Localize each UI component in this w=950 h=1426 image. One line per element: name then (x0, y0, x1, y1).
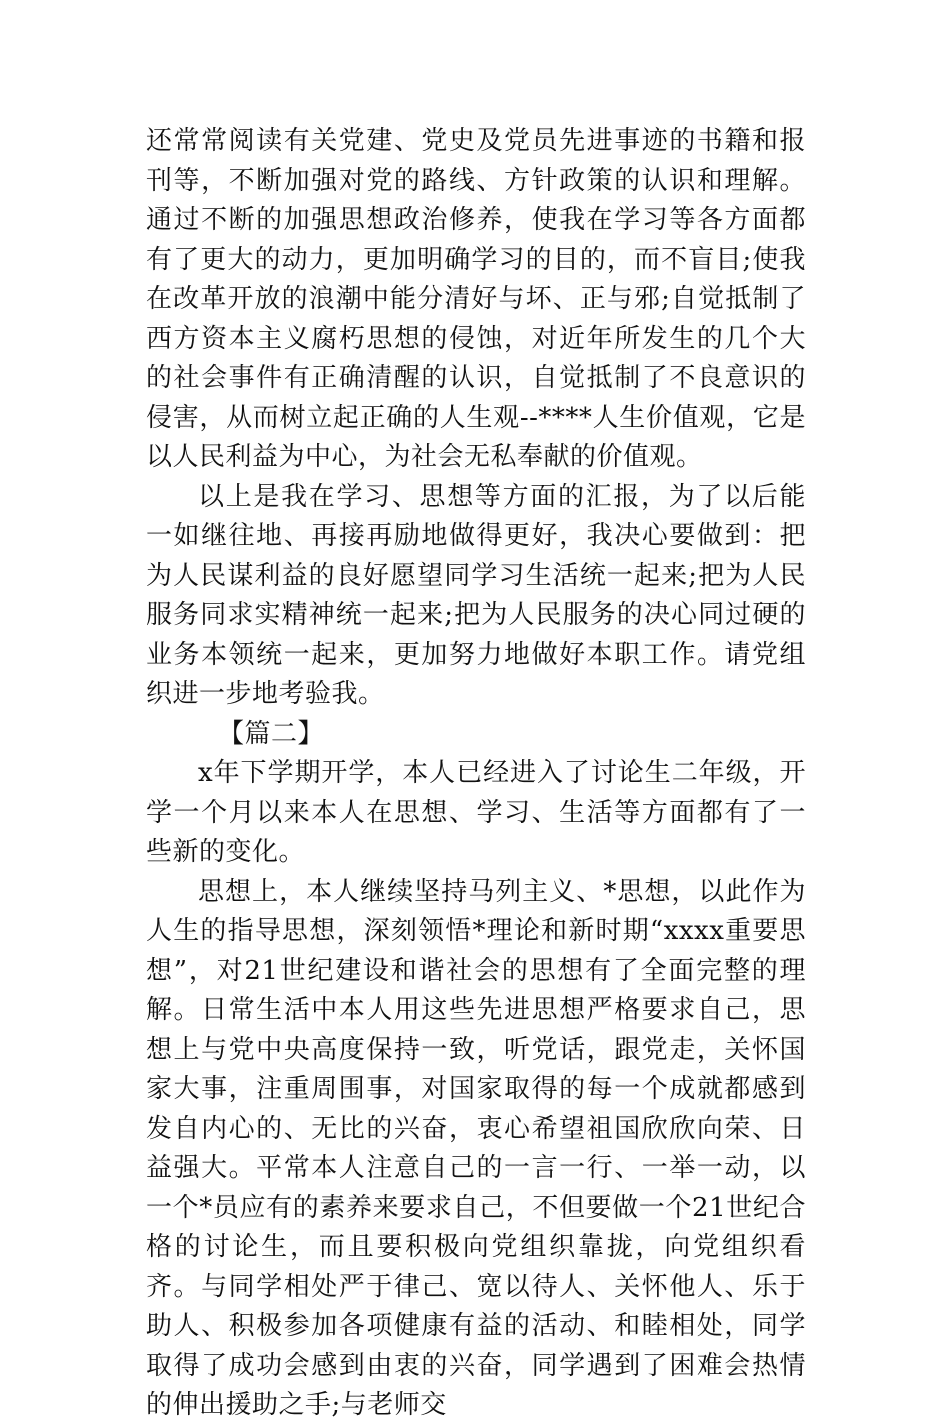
section-heading-part-two: 【篇二】 (218, 718, 325, 749)
paragraph-summary-pledge: 以上是我在学习、思想等方面的汇报，为了以后能一如继往地、再接再励地做得更好，我决心要做到：把为人民谋利益的良好愿望同学习生活统一起来;把为人民服务同求实精神统一起来;把为人民服务的决心同过硬的业务本领统一起来，更加努力地做好本职工作。请党组织进一步地考验我。 (146, 481, 806, 709)
paragraph-semester-intro: x年下学期开学，本人已经进入了讨论生二年级，开学一个月以来本人在思想、学习、生活等方面都有了一些新的变化。 (146, 758, 806, 867)
document-body (146, 122, 806, 1426)
paragraph-party-study: 还常常阅读有关党建、党史及党员先进事迹的书籍和报刊等，不断加强对党的路线、方针政策的认识和理解。通过不断的加强思想政治修养，使我在学习等各方面都有了更大的动力，更加明确学习的目的，而不盲目;使我在改革开放的浪潮中能分清好与坏、正与邪;自觉抵制了西方资本主义腐朽思想的侵蚀，对近年所发生的几个大的社会事件有正确清醒的认识，自觉抵制了不良意识的侵害，从而树立起正确的人生观--****人生价值观，它是以人民利益为中心，为社会无私奉献的价值观。 (146, 126, 806, 472)
paragraph-ideology: 思想上，本人继续坚持马列主义、*思想，以此作为人生的指导思想，深刻领悟*理论和新时期“xxxx重要思想”，对21世纪建设和谐社会的思想有了全面完整的理解。日常生活中本人用这些先进思想严格要求自己，思想上与党中央高度保持一致，听党话，跟党走，关怀国家大事，注重周围事，对国家取得的每一个成就都感到发自内心的、无比的兴奋，衷心希望祖国欣欣向荣、日益强大。平常本人注意自己的一言一行、一举一动，以一个*员应有的素养来要求自己，不但要做一个21世纪合格的讨论生，而且要积极向党组织靠拢，向党组织看齐。与同学相处严于律己、宽以待人、关怀他人、乐于助人、积极参加各项健康有益的活动、和睦相处，同学取得了成功会感到由衷的兴奋，同学遇到了困难会热情的伸出援助之手;与老师交 (146, 876, 806, 1420)
